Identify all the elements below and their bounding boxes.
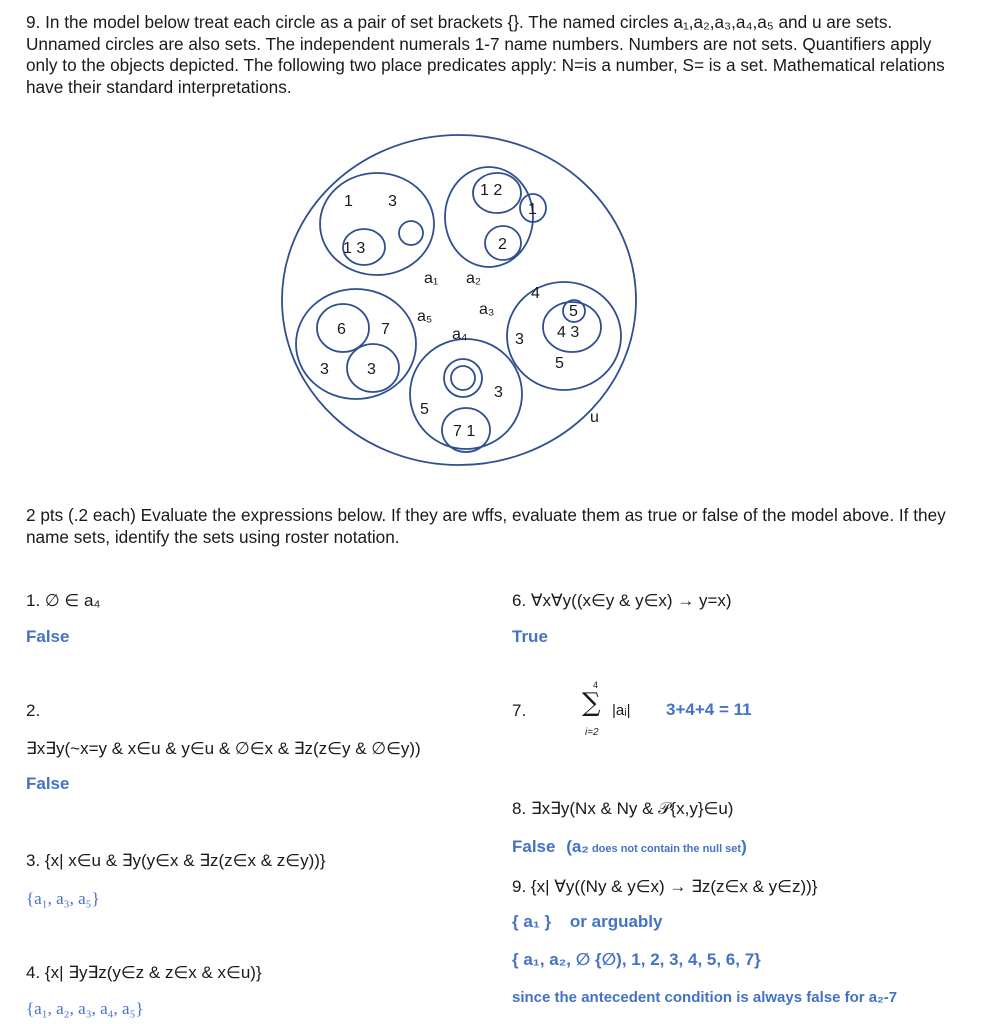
- set-diagram: [0, 0, 989, 500]
- circle-u: [282, 135, 636, 465]
- diagram-label-a5: a₅: [417, 308, 433, 325]
- sum-upper-limit: 4: [593, 680, 599, 690]
- problem-intro: 9. In the model below treat each circle as a pair of set brackets {}. The named circles a₁,a₂,a₃,a₄,a₅ and u are sets. Unnamed circles are also sets. The independent numerals 1-7 name numbers. Numbers are not sets. Quantifiers apply only to the objects depicted. The following two place predicates apply: N=is a number, S= is a set. Mathematical relations have their standard interpretations.: [26, 12, 945, 97]
- answer-2: False: [26, 774, 70, 793]
- instructions: 2 pts (.2 each) Evaluate the expressions below. If they are wffs, evaluate them as true or false of the model above. If they name sets, identify the sets using roster notation.: [26, 505, 946, 547]
- diagram-label: 5: [569, 303, 578, 320]
- diagram-label-a4: a₄: [452, 326, 468, 343]
- diagram-label-a3: a₃: [479, 301, 495, 318]
- answer-9: [512, 911, 663, 932]
- question-1: 1. ∅ ∈ a₄: [26, 591, 101, 610]
- diagram-label: 3: [320, 361, 329, 378]
- question-9: 9. {x| ∀y((Ny & y∈x) → ∃z(z∈x & y∈z))}: [512, 877, 818, 896]
- answer-8-value: False: [512, 837, 556, 856]
- question-7-number: 7.: [512, 701, 527, 720]
- question-6: 6. ∀x∀y((x∈y & y∈x) → y=x): [512, 591, 732, 610]
- sum-lower-limit: i=2: [585, 727, 599, 738]
- diagram-label: 5: [555, 355, 564, 372]
- circle-a4-inner-empty: [451, 366, 475, 390]
- answer-8-paren-open: (: [566, 837, 572, 856]
- diagram-label-a2: a₂: [466, 270, 482, 287]
- question-3: 3. {x| x∈u & ∃y(y∈x & ∃z(z∈x & z∈y))}: [26, 851, 326, 870]
- answer-9-alternative: { a₁, a₂, ∅ {∅), 1, 2, 3, 4, 5, 6, 7}: [512, 950, 761, 969]
- diagram-label: 6: [337, 321, 346, 338]
- diagram-label-u: u: [590, 409, 599, 426]
- diagram-label: 3: [367, 361, 376, 378]
- answer-8-paren-close: ): [741, 837, 747, 856]
- answer-6: True: [512, 627, 548, 646]
- diagram-label: 4: [531, 285, 540, 302]
- sum-term: |aᵢ|: [612, 702, 631, 719]
- diagram-label: 3: [515, 331, 524, 348]
- diagram-label: 4 3: [557, 324, 580, 341]
- diagram-label: 5: [420, 401, 429, 418]
- answer-1: False: [26, 627, 70, 646]
- diagram-label: 1 2: [480, 182, 503, 199]
- answer-9-value: { a₁ }: [512, 912, 552, 931]
- circle-a4-outer-empty: [444, 359, 482, 397]
- circle-a1: [320, 173, 434, 275]
- answer-9-or: or arguably: [569, 912, 663, 931]
- answer-3: {a₁, a₃, a₅}: [26, 889, 100, 908]
- diagram-label: 7 1: [453, 423, 476, 440]
- answer-7: 3+4+4 = 11: [666, 700, 752, 719]
- answer-9-note: since the antecedent condition is always false for a₂-7: [512, 989, 898, 1006]
- diagram-label: 3: [494, 384, 503, 401]
- answer-8-set: a₂: [571, 837, 589, 856]
- sigma-symbol: ∑: [582, 688, 601, 718]
- answer-8-note: does not contain the null set: [588, 843, 742, 855]
- diagram-label-a1: a₁: [424, 270, 439, 287]
- diagram-label: 2: [498, 236, 507, 253]
- diagram-label: 3: [388, 193, 397, 210]
- answer-4: {a₁, a₂, a₃, a₄, a₅}: [26, 999, 144, 1018]
- circle-a5: [296, 289, 416, 399]
- circle-a1-empty: [399, 221, 423, 245]
- question-2-number: 2.: [26, 701, 41, 720]
- diagram-label: 1 3: [343, 240, 366, 257]
- question-2: ∃x∃y(~x=y & x∈u & y∈u & ∅∈x & ∃z(z∈y & ∅∈y)): [26, 739, 421, 758]
- question-4: 4. {x| ∃y∃z(y∈z & z∈x & x∈u)}: [26, 963, 262, 982]
- answer-8: [512, 836, 747, 860]
- diagram-label: 1: [528, 201, 537, 218]
- diagram-label: 1: [344, 193, 353, 210]
- diagram-label: 7: [381, 321, 390, 338]
- question-8: 8. ∃x∃y(Nx & Ny & 𝒫{x,y}∈u): [512, 799, 734, 818]
